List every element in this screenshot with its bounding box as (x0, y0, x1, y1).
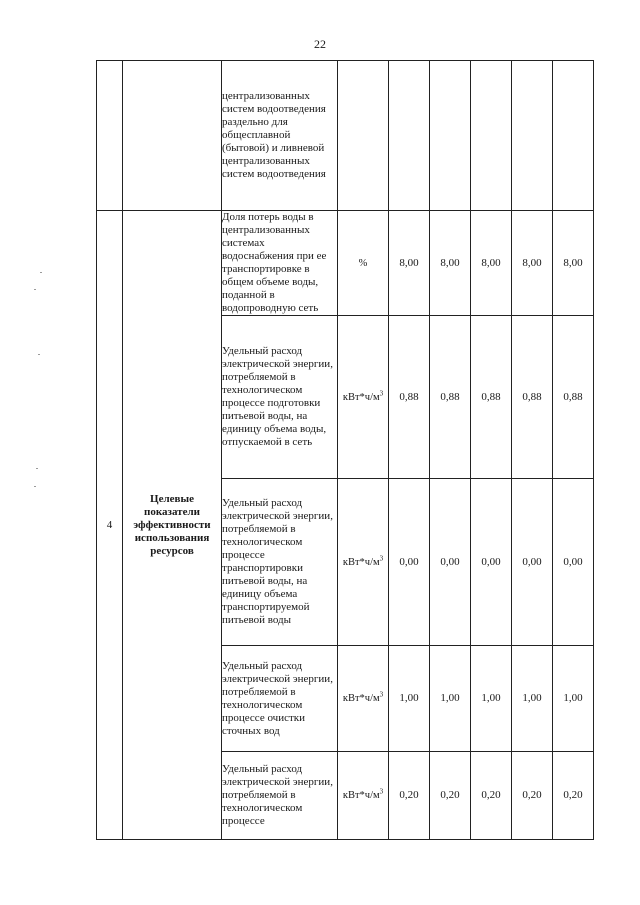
unit-superscript: 3 (379, 389, 384, 397)
row-number-cell (97, 211, 123, 840)
value-cell: 8,00 (471, 211, 512, 316)
unit-label: кВт*ч/м (342, 391, 380, 403)
value-cell: 1,00 (512, 646, 553, 752)
unit-cell (338, 646, 389, 752)
group-cell (123, 61, 222, 211)
scan-speck (34, 289, 36, 290)
unit-superscript: 3 (379, 787, 384, 796)
unit-cell (338, 211, 389, 316)
indicator-name: централизованных систем водоотведения раздельно для общесплавной (бытовой) и ливневой централизованных систем водоотведения (222, 90, 326, 180)
value-cell: 0,20 (512, 752, 553, 840)
scan-speck (38, 354, 40, 355)
value-cell: 0,00 (553, 479, 594, 646)
indicators-table (96, 60, 594, 840)
table-row (97, 211, 594, 316)
indicator-name-cell (222, 479, 338, 646)
value-cell (430, 61, 471, 211)
value-cell: 0,00 (430, 479, 471, 646)
unit-label: кВт*ч/м (342, 693, 380, 704)
value-cell: 1,00 (553, 646, 594, 752)
page-number: 22 (314, 37, 326, 51)
value-cell: 0,00 (389, 479, 430, 646)
unit-label: кВт*ч/м (342, 556, 380, 568)
value-cell: 8,00 (389, 211, 430, 316)
value-cell: 0,88 (512, 316, 553, 479)
scan-speck (40, 272, 42, 273)
unit-superscript: 3 (379, 554, 384, 562)
unit-cell (338, 316, 389, 479)
indicator-name-cell (222, 316, 338, 479)
group-label: Целевые показатели эффективности использования ресурсов (133, 492, 211, 557)
value-cell: 0,20 (430, 752, 471, 840)
value-cell: 0,20 (471, 752, 512, 840)
group-cell (123, 211, 222, 840)
value-cell (471, 61, 512, 211)
unit-superscript: 3 (379, 690, 384, 699)
value-cell (389, 61, 430, 211)
value-cell: 0,88 (430, 316, 471, 479)
indicator-name: Удельный расход электрической энергии, потребляемой в технологическом процессе очистки сточных вод (222, 659, 333, 737)
value-cell: 0,20 (389, 752, 430, 840)
indicator-name-cell (222, 752, 338, 840)
indicator-name-cell (222, 211, 338, 316)
indicator-name: Удельный расход электрической энергии, потребляемой в технологическом процессе транспортировки питьевой воды, на единицу объема транспортируемой питьевой воды (222, 497, 333, 626)
value-cell: 1,00 (430, 646, 471, 752)
indicator-name: Удельный расход электрической энергии, потребляемой в технологическом процессе (222, 763, 333, 827)
row-number: 4 (106, 518, 113, 531)
value-cell: 1,00 (389, 646, 430, 752)
value-cell: 8,00 (553, 211, 594, 316)
value-cell: 0,00 (471, 479, 512, 646)
indicator-name-cell (222, 646, 338, 752)
row-number-cell (97, 61, 123, 211)
unit-label: % (358, 257, 368, 269)
table-row-continued (97, 61, 594, 211)
value-cell: 1,00 (471, 646, 512, 752)
value-cell: 0,88 (471, 316, 512, 479)
value-cell: 0,88 (389, 316, 430, 479)
indicator-name-cell (222, 61, 338, 211)
unit-label: кВт*ч/м (342, 790, 380, 801)
unit-cell (338, 752, 389, 840)
value-cell: 0,88 (553, 316, 594, 479)
value-cell: 8,00 (512, 211, 553, 316)
value-cell (512, 61, 553, 211)
unit-cell (338, 479, 389, 646)
value-cell: 8,00 (430, 211, 471, 316)
scan-speck (34, 486, 36, 487)
value-cell (553, 61, 594, 211)
indicator-name: Доля потерь воды в централизованных системах водоснабжения при ее транспортировке в общем объеме воды, поданной в водопроводную сеть (222, 211, 327, 314)
value-cell: 0,00 (512, 479, 553, 646)
scan-speck (36, 468, 38, 469)
value-cell: 0,20 (553, 752, 594, 840)
unit-cell (338, 61, 389, 211)
indicator-name: Удельный расход электрической энергии, потребляемой в технологическом процессе подготовки питьевой воды, на единицу объема воды, отпускаемой в сеть (222, 345, 333, 448)
